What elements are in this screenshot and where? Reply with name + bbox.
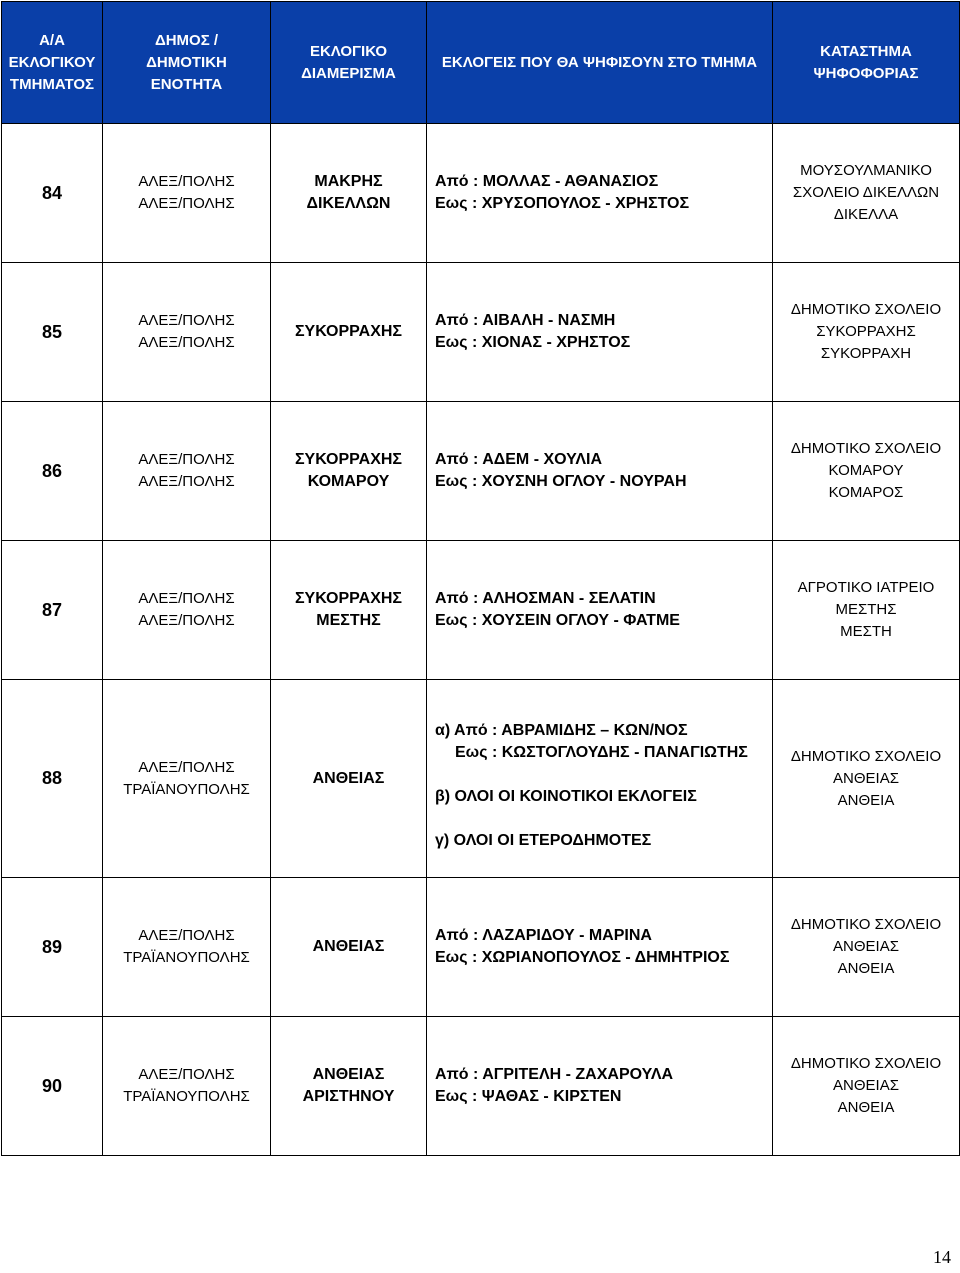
header-district	[271, 2, 427, 124]
station-line: ΜΕΣΤΗ	[840, 623, 892, 640]
station-line: ΑΝΘΕΙΑΣ	[833, 769, 899, 787]
spacer	[435, 764, 772, 786]
voters-from: Από : ΛΑΖΑΡΙΔΟΥ - ΜΑΡΙΝΑ	[435, 927, 652, 944]
polling-station-cell	[773, 402, 960, 541]
voters-cell	[427, 402, 773, 541]
municipality-line: ΤΡΑΪΑΝΟΥΠΟΛΗΣ	[123, 780, 250, 798]
table-row	[2, 1017, 960, 1156]
municipality-cell	[103, 1017, 271, 1156]
district-cell	[271, 680, 427, 878]
section-number: 86	[2, 402, 103, 541]
header-text: ΤΜΗΜΑΤΟΣ	[9, 75, 95, 93]
section-number: 84	[2, 124, 103, 263]
voters-from: Από : ΜΟΛΛΑΣ - ΑΘΑΝΑΣΙΟΣ	[435, 173, 659, 190]
polling-station-cell	[773, 680, 960, 878]
municipality-cell	[103, 402, 271, 541]
table-row	[2, 878, 960, 1017]
station-line: ΚΟΜΑΡΟΣ	[828, 484, 904, 501]
voters-to: Εως : ΧΩΡΙΑΝΟΠΟΥΛΟΣ - ΔΗΜΗΤΡΙΟΣ	[435, 949, 730, 966]
header-text: ΕΚΛΟΓΕΙΣ ΠΟΥ ΘΑ ΨΗΦΙΣΟΥΝ ΣΤΟ ΤΜΗΜΑ	[441, 53, 758, 71]
municipality-cell	[103, 878, 271, 1017]
district-line: ΣΥΚΟΡΡΑΧΗΣ	[294, 590, 403, 607]
district-line: ΣΥΚΟΡΡΑΧΗΣ	[294, 323, 403, 340]
municipality-line: ΑΛΕΞ/ΠΟΛΗΣ	[138, 758, 235, 776]
district-line: ΜΑΚΡΗΣ	[314, 173, 383, 190]
voters-cell	[427, 878, 773, 1017]
voters-cell	[427, 1017, 773, 1156]
voters-group-a: α) Από : ΑΒΡΑΜΙΔΗΣ – ΚΩΝ/ΝΟΣ	[435, 721, 688, 739]
header-text: ΚΑΤΑΣΤΗΜΑ	[820, 42, 912, 60]
section-number: 89	[2, 878, 103, 1017]
station-line: ΑΝΘΕΙΑ	[837, 1099, 895, 1116]
municipality-cell	[103, 541, 271, 680]
district-line: ΚΟΜΑΡΟΥ	[307, 473, 390, 490]
district-cell	[271, 541, 427, 680]
voters-cell	[427, 124, 773, 263]
district-line: ΑΡΙΣΤΗΝΟΥ	[302, 1088, 395, 1105]
district-line: ΣΥΚΟΡΡΑΧΗΣ	[294, 451, 403, 468]
table-row	[2, 124, 960, 263]
header-voters	[427, 2, 773, 124]
table-row	[2, 402, 960, 541]
polling-station-cell	[773, 541, 960, 680]
station-line: ΔΙΚΕΛΛΑ	[833, 206, 899, 223]
header-text: ΕΝΟΤΗΤΑ	[150, 75, 223, 93]
municipality-line: ΑΛΕΞ/ΠΟΛΗΣ	[138, 451, 235, 468]
section-number: 88	[2, 680, 103, 878]
station-line: ΚΟΜΑΡΟΥ	[828, 462, 904, 479]
municipality-line: ΑΛΕΞ/ΠΟΛΗΣ	[138, 612, 235, 629]
station-line: ΔΗΜΟΤΙΚΟ ΣΧΟΛΕΙΟ	[790, 916, 942, 933]
spacer	[435, 808, 772, 830]
voters-from: Από : ΑΛΗΟΣΜΑΝ - ΣΕΛΑΤΙΝ	[435, 590, 656, 607]
section-number: 87	[2, 541, 103, 680]
district-line: ΜΕΣΤΗΣ	[316, 612, 381, 629]
station-line: ΜΕΣΤΗΣ	[835, 601, 897, 618]
station-line: ΣΧΟΛΕΙΟ ΔΙΚΕΛΛΩΝ	[792, 184, 940, 201]
municipality-line: ΤΡΑΪΑΝΟΥΠΟΛΗΣ	[123, 949, 250, 966]
municipality-cell	[103, 263, 271, 402]
municipality-line: ΑΛΕΞ/ΠΟΛΗΣ	[138, 312, 235, 329]
voters-group-b: β) ΟΛΟΙ ΟΙ ΚΟΙΝΟΤΙΚΟΙ ΕΚΛΟΓΕΙΣ	[435, 787, 697, 805]
polling-stations-table	[1, 1, 960, 1156]
municipality-line: ΑΛΕΞ/ΠΟΛΗΣ	[138, 334, 235, 351]
station-line: ΣΥΚΟΡΡΑΧΗ	[820, 345, 912, 362]
station-line: ΑΝΘΕΙΑΣ	[833, 938, 899, 955]
station-line: ΔΗΜΟΤΙΚΟ ΣΧΟΛΕΙΟ	[790, 440, 942, 457]
station-line: ΑΝΘΕΙΑ	[837, 960, 895, 977]
municipality-line: ΑΛΕΞ/ΠΟΛΗΣ	[138, 473, 235, 490]
district-line: ΑΝΘΕΙΑΣ	[312, 1066, 385, 1083]
district-cell	[271, 124, 427, 263]
section-number: 90	[2, 1017, 103, 1156]
header-text: ΨΗΦΟΦΟΡΙΑΣ	[813, 64, 919, 82]
station-line: ΑΓΡΟΤΙΚΟ ΙΑΤΡΕΙΟ	[797, 579, 935, 596]
section-number: 85	[2, 263, 103, 402]
district-line: ΑΝΘΕΙΑΣ	[312, 938, 385, 955]
station-line: ΔΗΜΟΤΙΚΟ ΣΧΟΛΕΙΟ	[790, 301, 942, 318]
voters-from: Από : ΑΔΕΜ - ΧΟΥΛΙΑ	[435, 451, 603, 468]
station-line: ΔΗΜΟΤΙΚΟ ΣΧΟΛΕΙΟ	[790, 1055, 942, 1072]
voters-to: Εως : ΨΑΘΑΣ - ΚΙΡΣΤΕΝ	[435, 1088, 622, 1105]
voters-from: Από : ΑΙΒΑΛΗ - ΝΑΣΜΗ	[435, 312, 616, 329]
polling-station-cell	[773, 124, 960, 263]
polling-station-cell	[773, 878, 960, 1017]
station-line: ΜΟΥΣΟΥΛΜΑΝΙΚΟ	[800, 162, 932, 179]
voters-to: Εως : ΧΟΥΣΝΗ ΟΓΛΟΥ - ΝΟΥΡΑΗ	[435, 473, 687, 490]
station-line: ΔΗΜΟΤΙΚΟ ΣΧΟΛΕΙΟ	[790, 747, 942, 765]
voters-to: Εως : ΧΡΥΣΟΠΟΥΛΟΣ - ΧΡΗΣΤΟΣ	[435, 195, 690, 212]
header-text: ΔΗΜΟΤΙΚΗ	[146, 53, 227, 71]
district-cell	[271, 1017, 427, 1156]
municipality-cell	[103, 680, 271, 878]
header-row	[2, 2, 960, 124]
voters-to: Εως : ΧΟΥΣΕΙΝ ΟΓΛΟΥ - ΦΑΤΜΕ	[435, 612, 680, 629]
municipality-line: ΑΛΕΞ/ΠΟΛΗΣ	[138, 927, 235, 944]
header-municipality	[103, 2, 271, 124]
municipality-line: ΑΛΕΞ/ΠΟΛΗΣ	[138, 173, 235, 190]
station-line: ΣΥΚΟΡΡΑΧΗΣ	[816, 323, 916, 340]
polling-station-cell	[773, 263, 960, 402]
voters-cell	[427, 680, 773, 878]
header-section-number	[2, 2, 103, 124]
municipality-line: ΤΡΑΪΑΝΟΥΠΟΛΗΣ	[123, 1088, 250, 1105]
voters-group-c: γ) ΟΛΟΙ ΟΙ ΕΤΕΡΟΔΗΜΟΤΕΣ	[435, 831, 652, 849]
voters-cell	[427, 263, 773, 402]
municipality-cell	[103, 124, 271, 263]
station-line: ΑΝΘΕΙΑΣ	[833, 1077, 899, 1094]
page-number: 14	[933, 1247, 951, 1267]
voters-from: Από : ΑΓΡΙΤΕΛΗ - ΖΑΧΑΡΟΥΛΑ	[435, 1066, 674, 1083]
polling-station-cell	[773, 1017, 960, 1156]
voters-group-a-to: Εως : ΚΩΣΤΟΓΛΟΥΔΗΣ - ΠΑΝΑΓΙΩΤΗΣ	[455, 743, 748, 761]
header-text: ΕΚΛΟΓΙΚΟΥ	[8, 53, 96, 71]
table-row	[2, 541, 960, 680]
municipality-line: ΑΛΕΞ/ΠΟΛΗΣ	[138, 195, 235, 212]
station-line: ΑΝΘΕΙΑ	[837, 791, 895, 809]
district-cell	[271, 878, 427, 1017]
district-cell	[271, 402, 427, 541]
header-text: ΕΚΛΟΓΙΚΟ	[309, 42, 388, 60]
header-text: Α/Α	[39, 31, 65, 49]
header-text: ΔΗΜΟΣ /	[154, 31, 219, 49]
district-line: ΔΙΚΕΛΛΩΝ	[306, 195, 391, 212]
table-row	[2, 680, 960, 878]
municipality-line: ΑΛΕΞ/ΠΟΛΗΣ	[138, 1066, 235, 1083]
municipality-line: ΑΛΕΞ/ΠΟΛΗΣ	[138, 590, 235, 607]
voters-cell	[427, 541, 773, 680]
header-polling-station	[773, 2, 960, 124]
voters-to: Εως : ΧΙΟΝΑΣ - ΧΡΗΣΤΟΣ	[435, 334, 631, 351]
district-cell	[271, 263, 427, 402]
district-line: ΑΝΘΕΙΑΣ	[312, 769, 385, 787]
table-row	[2, 263, 960, 402]
header-text: ΔΙΑΜΕΡΙΣΜΑ	[301, 64, 396, 82]
